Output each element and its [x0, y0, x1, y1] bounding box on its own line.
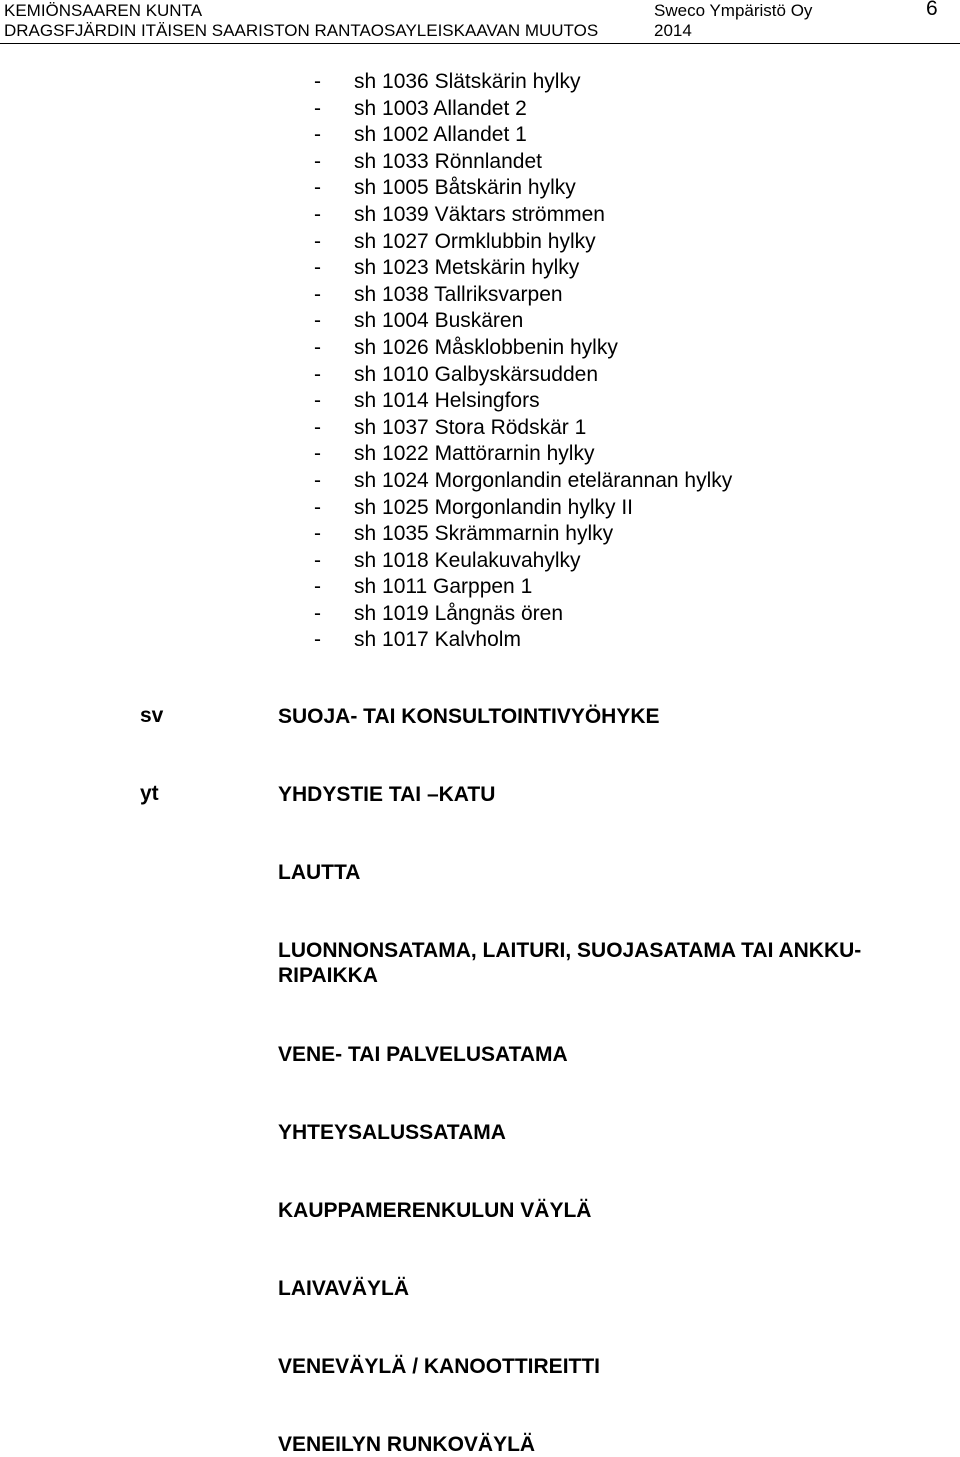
header-year: 2014 [654, 21, 692, 40]
list-dash: - [314, 202, 321, 226]
header-company: Sweco Ympäristö Oy [654, 1, 813, 20]
legend-label-merchant-fairway: KAUPPAMERENKULUN VÄYLÄ [278, 1199, 592, 1222]
legend-label-protection-zone: SUOJA- TAI KONSULTOINTIVYÖHYKE [278, 705, 660, 728]
list-item-text: sh 1026 Måsklobbenin hylky [354, 335, 618, 359]
list-dash: - [314, 123, 321, 147]
list-dash: - [314, 442, 321, 466]
list-item-text: sh 1002 Allandet 1 [354, 123, 527, 147]
list-dash: - [314, 601, 321, 625]
list-dash: - [314, 415, 321, 439]
list-dash: - [314, 229, 321, 253]
list-item-text: sh 1025 Morgonlandin hylky II [354, 495, 633, 519]
list-item-text: sh 1023 Metskärin hylky [354, 256, 580, 280]
list-dash: - [314, 628, 321, 652]
list-item-text: sh 1003 Allandet 2 [354, 96, 527, 120]
list-dash: - [314, 575, 321, 599]
list-dash: - [314, 176, 321, 200]
legend-label-ferry-harbour: YHTEYSALUSSATAMA [278, 1121, 506, 1144]
list-dash: - [314, 468, 321, 492]
list-dash: - [314, 335, 321, 359]
legend-label-connecting-road: YHDYSTIE TAI –KATU [278, 783, 496, 806]
legend-label-ship-fairway: LAIVAVÄYLÄ [278, 1277, 410, 1300]
list-dash: - [314, 362, 321, 386]
legend-label-natural-harbour: LUONNONSATAMA, LAITURI, SUOJASATAMA TAI ANKKU- [278, 939, 862, 962]
list-item-text: sh 1011 Garppen 1 [354, 575, 533, 599]
list-item-text: sh 1024 Morgonlandin etelärannan hylky [354, 468, 733, 492]
legend-code-sv: sv [140, 704, 164, 727]
legend-label-main-boating-route: VENEILYN RUNKOVÄYLÄ [278, 1433, 536, 1456]
legend-code-yt: yt [140, 782, 159, 805]
list-dash: - [314, 309, 321, 333]
list-item-text: sh 1035 Skrämmarnin hylky [354, 522, 614, 546]
legend-label-boat-harbour: VENE- TAI PALVELUSATAMA [278, 1043, 568, 1066]
list-item-text: sh 1037 Stora Rödskär 1 [354, 415, 587, 439]
header-project-title: DRAGSFJÄRDIN ITÄISEN SAARISTON RANTAOSAYLEISKAAVAN MUUTOS [4, 21, 599, 40]
header-organization: KEMIÖNSAAREN KUNTA [4, 1, 203, 20]
list-dash: - [314, 548, 321, 572]
list-item-text: sh 1022 Mattörarnin hylky [354, 442, 595, 466]
list-dash: - [314, 96, 321, 120]
list-dash: - [314, 522, 321, 546]
list-item-text: sh 1017 Kalvholm [354, 628, 521, 652]
list-dash: - [314, 282, 321, 306]
list-dash: - [314, 149, 321, 173]
list-item-text: sh 1027 Ormklubbin hylky [354, 229, 596, 253]
list-item-text: sh 1039 Väktars strömmen [354, 202, 605, 226]
list-item-text: sh 1010 Galbyskärsudden [354, 362, 598, 386]
legend-label-ferry: LAUTTA [278, 861, 361, 884]
page-number: 6 [926, 0, 938, 20]
list-dash: - [314, 70, 321, 93]
list-item-text: sh 1033 Rönnlandet [354, 149, 542, 173]
list-dash: - [314, 256, 321, 280]
list-item-text: sh 1036 Slätskärin hylky [354, 70, 581, 93]
list-item-text: sh 1038 Tallriksvarpen [354, 282, 563, 306]
list-item-text: sh 1018 Keulakuvahylky [354, 548, 581, 572]
list-item-text: sh 1019 Långnäs ören [354, 601, 564, 625]
list-item-text: sh 1014 Helsingfors [354, 389, 540, 413]
list-dash: - [314, 389, 321, 413]
list-item-text: sh 1004 Buskären [354, 309, 524, 333]
list-item-text: sh 1005 Båtskärin hylky [354, 176, 576, 200]
list-dash: - [314, 495, 321, 519]
page-header [0, 0, 960, 44]
legend-label-natural-harbour-cont: RIPAIKKA [278, 964, 378, 987]
legend-label-boat-canoe-route: VENEVÄYLÄ / KANOOTTIREITTI [278, 1355, 601, 1378]
